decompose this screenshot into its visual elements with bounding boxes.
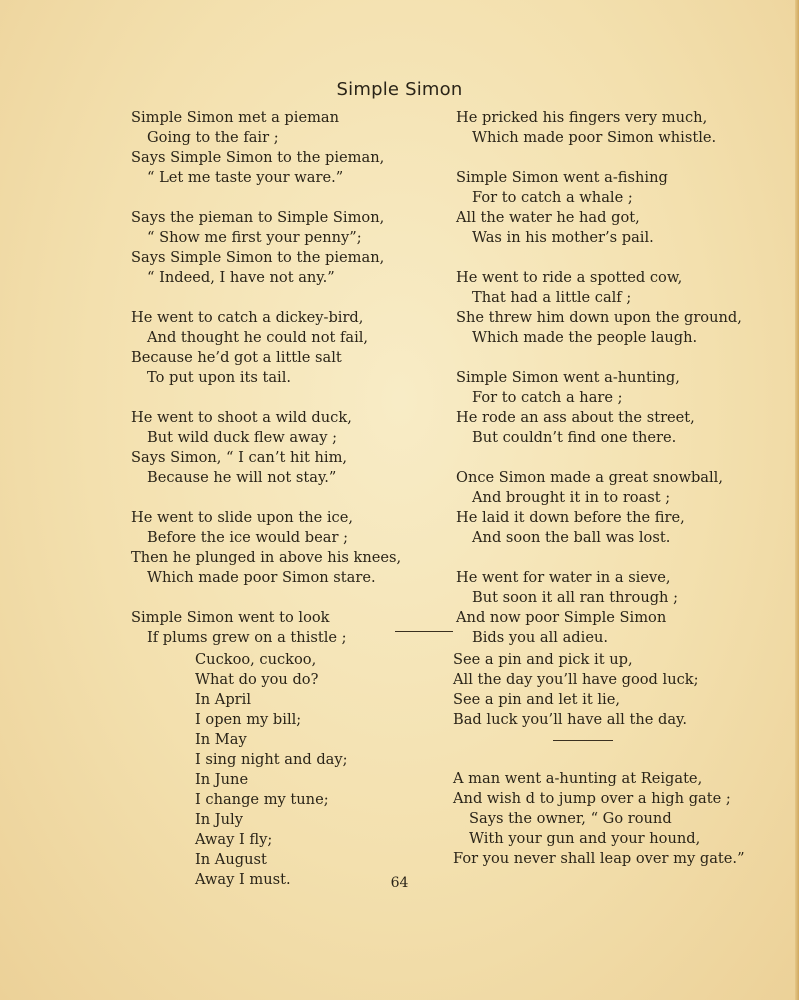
poem-line: “ Let me taste your ware.” xyxy=(147,169,344,186)
stanza-gap xyxy=(456,148,742,168)
poem-line: Says the owner, “ Go round xyxy=(469,810,672,827)
poem-line: He pricked his fingers very much, xyxy=(456,109,708,126)
page-edge xyxy=(795,0,799,1000)
poem-line: Going to the fair ; xyxy=(147,129,279,146)
poem-line: But soon it all ran through ; xyxy=(472,589,679,606)
simple-simon-right-column xyxy=(456,108,742,648)
stanza-gap xyxy=(456,548,742,568)
stanza-gap xyxy=(456,348,742,368)
right-bottom-poems xyxy=(453,650,745,869)
poem-line: A man went a-hunting at Reigate, xyxy=(453,770,703,787)
poem-line: See a pin and pick it up, xyxy=(453,651,633,668)
poem-line: And now poor Simple Simon xyxy=(456,609,667,626)
poem-line: If plums grew on a thistle ; xyxy=(147,629,347,646)
poem-line: Then he plunged in above his knees, xyxy=(131,549,402,566)
poem-line: Before the ice would bear ; xyxy=(147,529,348,546)
poem-line: Because he’d got a little salt xyxy=(131,349,342,366)
poem-line: Once Simon made a great snowball, xyxy=(456,469,723,486)
simple-simon-left-column xyxy=(131,108,401,648)
poem-line: I change my tune; xyxy=(195,791,329,808)
stanza-gap xyxy=(456,248,742,268)
poem-line: And wish d to jump over a high gate ; xyxy=(453,790,731,807)
poem-line: He went to catch a dickey-bird, xyxy=(131,309,364,326)
poem-line: And soon the ball was lost. xyxy=(472,529,671,546)
poem-line: For to catch a hare ; xyxy=(472,389,623,406)
poem-line: What do you do? xyxy=(195,671,319,688)
poem-line: In July xyxy=(195,811,243,828)
poem-line: Simple Simon went a-hunting, xyxy=(456,369,680,386)
poem-line: To put upon its tail. xyxy=(147,369,292,386)
poem-line: He rode an ass about the street, xyxy=(456,409,695,426)
poem-line: All the water he had got, xyxy=(456,209,640,226)
poem-line: I open my bill; xyxy=(195,711,302,728)
poem-line: Bids you all adieu. xyxy=(472,629,608,646)
poem-line: And brought it in to roast ; xyxy=(472,489,671,506)
poem-line: Which made poor Simon whistle. xyxy=(472,129,717,146)
poem-line: Simple Simon met a pieman xyxy=(131,109,340,126)
poem-line: But couldn’t find one there. xyxy=(472,429,677,446)
poem-line: All the day you’ll have good luck; xyxy=(453,671,699,688)
poem-line: Bad luck you’ll have all the day. xyxy=(453,711,687,728)
poem-line: Simple Simon went to look xyxy=(131,609,330,626)
poem-line: Which made poor Simon stare. xyxy=(147,569,376,586)
poem-line: He went to slide upon the ice, xyxy=(131,509,353,526)
poem-line: I sing night and day; xyxy=(195,751,348,768)
poem-line: Away I fly; xyxy=(195,831,273,848)
poem-line: But wild duck flew away ; xyxy=(147,429,338,446)
page-number: 64 xyxy=(390,875,409,891)
poem-line: She threw him down upon the ground, xyxy=(456,309,742,326)
poem-line: For you never shall leap over my gate.” xyxy=(453,850,745,867)
poem-line: “ Show me first your penny”; xyxy=(147,229,362,246)
poem-line: With your gun and your hound, xyxy=(469,830,701,847)
poem-line: In May xyxy=(195,731,247,748)
poem-line: He went for water in a sieve, xyxy=(456,569,671,586)
poem-line: For to catch a whale ; xyxy=(472,189,633,206)
poem-line: Says Simon, “ I can’t hit him, xyxy=(131,449,348,466)
poem-line: Says the pieman to Simple Simon, xyxy=(131,209,385,226)
reigate-poem xyxy=(453,769,745,869)
poem-line: Because he will not stay.” xyxy=(147,469,337,486)
stanza-gap xyxy=(131,588,401,608)
poem-line: That had a little calf ; xyxy=(472,289,632,306)
poem-line: Says Simple Simon to the pieman, xyxy=(131,249,385,266)
poem-line: He laid it down before the fire, xyxy=(456,509,685,526)
poem-line: And thought he could not fail, xyxy=(147,329,369,346)
poem-line: In April xyxy=(195,691,251,708)
poem-line: Was in his mother’s pail. xyxy=(472,229,654,246)
poem-line: He went to ride a spotted cow, xyxy=(456,269,683,286)
pin-poem xyxy=(453,650,745,730)
poem-line: Cuckoo, cuckoo, xyxy=(195,651,317,668)
poem-line: Which made the people laugh. xyxy=(472,329,698,346)
poem-separator-rule xyxy=(553,740,613,741)
section-divider xyxy=(395,631,453,632)
page-title: Simple Simon xyxy=(336,79,463,100)
poem-line: “ Indeed, I have not any.” xyxy=(147,269,335,286)
stanza-gap xyxy=(131,488,401,508)
poem-line: He went to shoot a wild duck, xyxy=(131,409,352,426)
poem-line: See a pin and let it lie, xyxy=(453,691,620,708)
poem-line: In August xyxy=(195,851,267,868)
poem-line: Simple Simon went a-fishing xyxy=(456,169,668,186)
stanza-gap xyxy=(131,288,401,308)
poem-line: In June xyxy=(195,771,249,788)
poem-line: Says Simple Simon to the pieman, xyxy=(131,149,385,166)
stanza-gap xyxy=(456,448,742,468)
cuckoo-poem xyxy=(195,650,348,890)
stanza-gap xyxy=(131,388,401,408)
poem-line: Away I must. xyxy=(195,871,291,888)
stanza-gap xyxy=(131,188,401,208)
